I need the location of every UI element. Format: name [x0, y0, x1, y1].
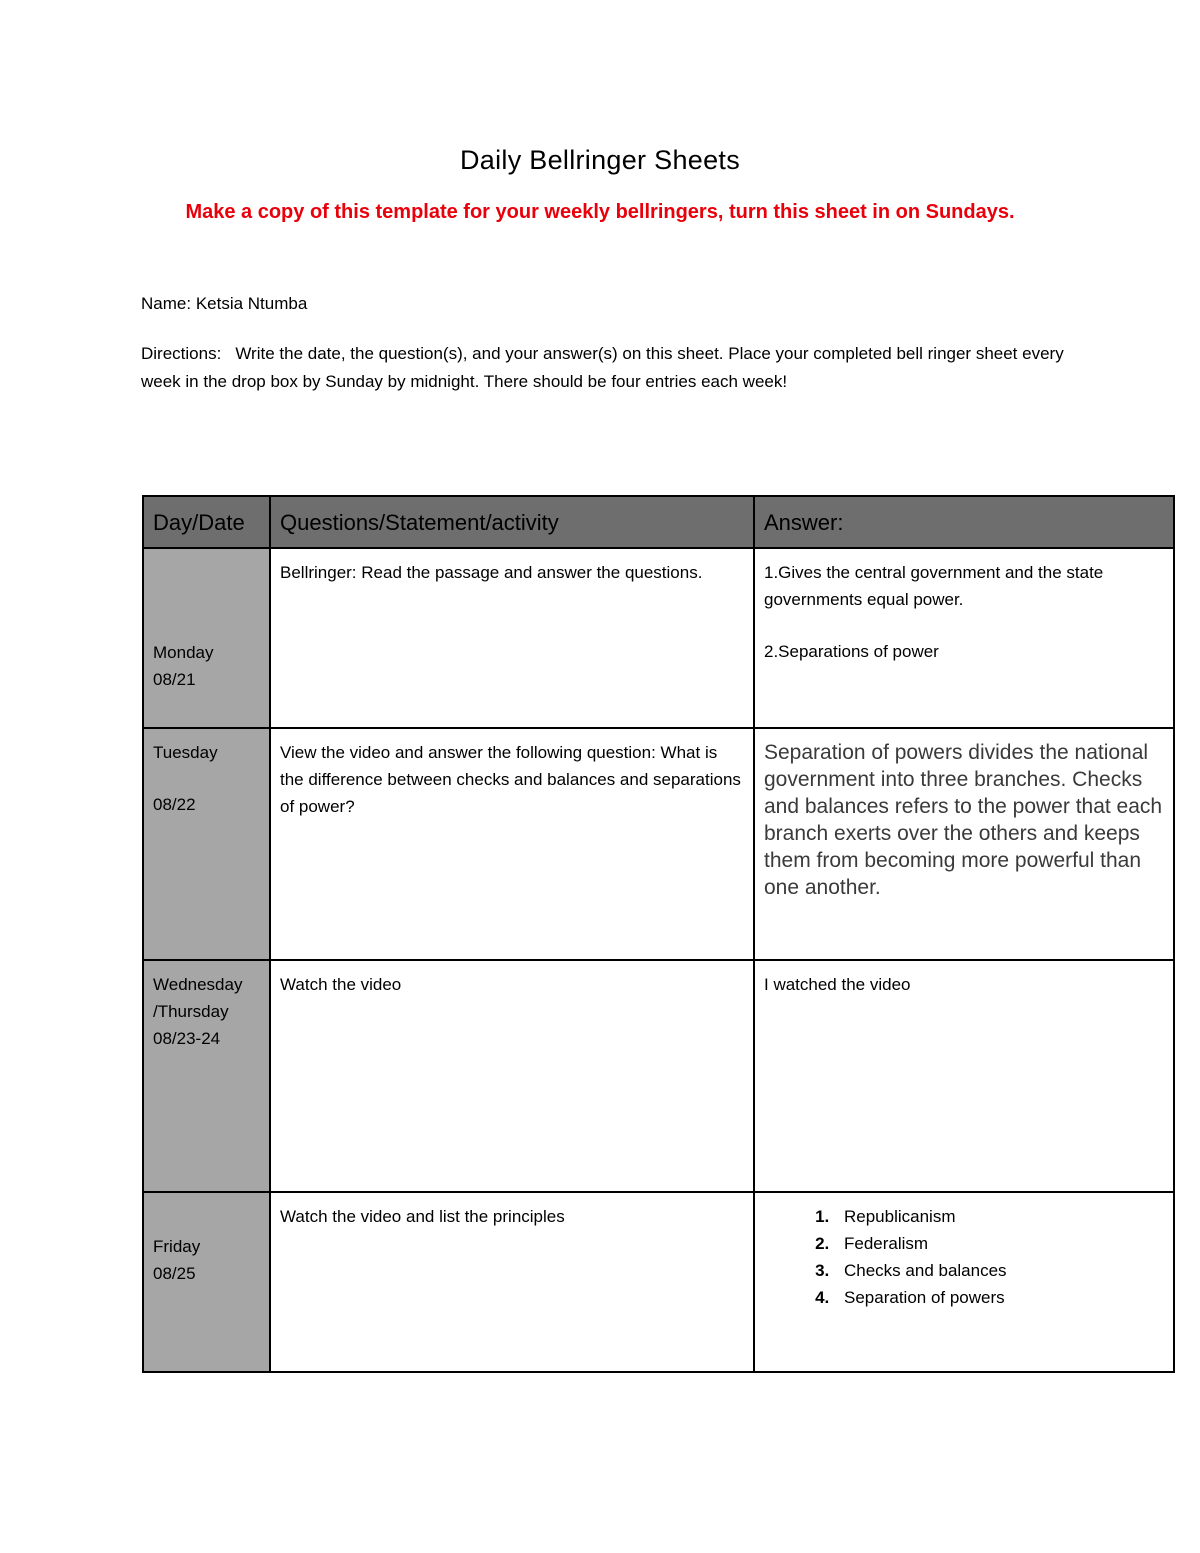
list-item: 4. Separation of powers	[834, 1284, 1164, 1311]
answer-cell	[754, 728, 1174, 960]
name-label: Name:	[141, 294, 192, 313]
question-text: Watch the video	[280, 975, 402, 994]
day-cell	[143, 1192, 270, 1372]
day-cell	[143, 728, 270, 960]
day-label: Friday	[153, 1237, 201, 1256]
header-questions: Questions/Statement/activity	[270, 496, 754, 548]
answer-cell	[754, 548, 1174, 728]
question-cell	[270, 548, 754, 728]
name-value: Ketsia Ntumba	[195, 294, 308, 313]
date-label: 08/21	[153, 670, 196, 689]
directions	[141, 340, 1081, 396]
date-label: 08/25	[153, 1264, 196, 1283]
day-cell	[143, 548, 270, 728]
day-label: Wednesday	[153, 975, 243, 994]
question-text: View the video and answer the following question: What is the difference between checks and balances and separations of power?	[280, 743, 741, 816]
question-text: Watch the video and list the principles	[280, 1207, 565, 1226]
list-item: 1. Republicanism	[834, 1203, 1164, 1230]
day-cell	[143, 960, 270, 1192]
table-row	[143, 960, 1174, 1192]
answer-cell	[754, 1192, 1174, 1372]
date-label: 08/22	[153, 795, 196, 814]
answer-text: Separation of powers divides the national government into three branches. Checks and balances refers to the power that each branch exerts over the others and keeps them from becoming more powerful than one another.	[764, 741, 1163, 899]
bellringer-table	[142, 495, 1175, 1373]
day-label: Tuesday	[153, 743, 218, 762]
header-answer: Answer:	[754, 496, 1174, 548]
question-cell	[270, 1192, 754, 1372]
day-label: Monday	[153, 643, 214, 662]
list-item: 2. Federalism	[834, 1230, 1164, 1257]
answer-cell	[754, 960, 1174, 1192]
answer-line: 2.Separations of power	[764, 642, 939, 661]
answer-line: 1.Gives the central government and the state governments equal power.	[764, 563, 1104, 609]
page-title: Daily Bellringer Sheets	[459, 145, 741, 175]
answer-text: I watched the video	[764, 975, 911, 994]
question-cell	[270, 728, 754, 960]
table-row	[143, 548, 1174, 728]
question-text: Bellringer: Read the passage and answer the questions.	[280, 563, 703, 582]
table-row	[143, 728, 1174, 960]
principles-list	[764, 1203, 1164, 1311]
directions-text: Write the date, the question(s), and your answer(s) on this sheet. Place your completed bell ringer sheet every week in the drop box by Sunday by midnight. There should be four entries each week!	[141, 344, 1064, 391]
day-label-2: /Thursday	[153, 1002, 229, 1021]
directions-label: Directions:	[141, 344, 222, 363]
table-row	[143, 1192, 1174, 1372]
header-day-date: Day/Date	[143, 496, 270, 548]
instruction-text: Make a copy of this template for your weekly bellringers, turn this sheet in on Sundays.	[185, 201, 1015, 223]
name-line	[141, 294, 307, 314]
question-cell	[270, 960, 754, 1192]
date-label: 08/23-24	[153, 1029, 221, 1048]
list-item: 3. Checks and balances	[834, 1257, 1164, 1284]
table-header-row	[143, 496, 1174, 548]
